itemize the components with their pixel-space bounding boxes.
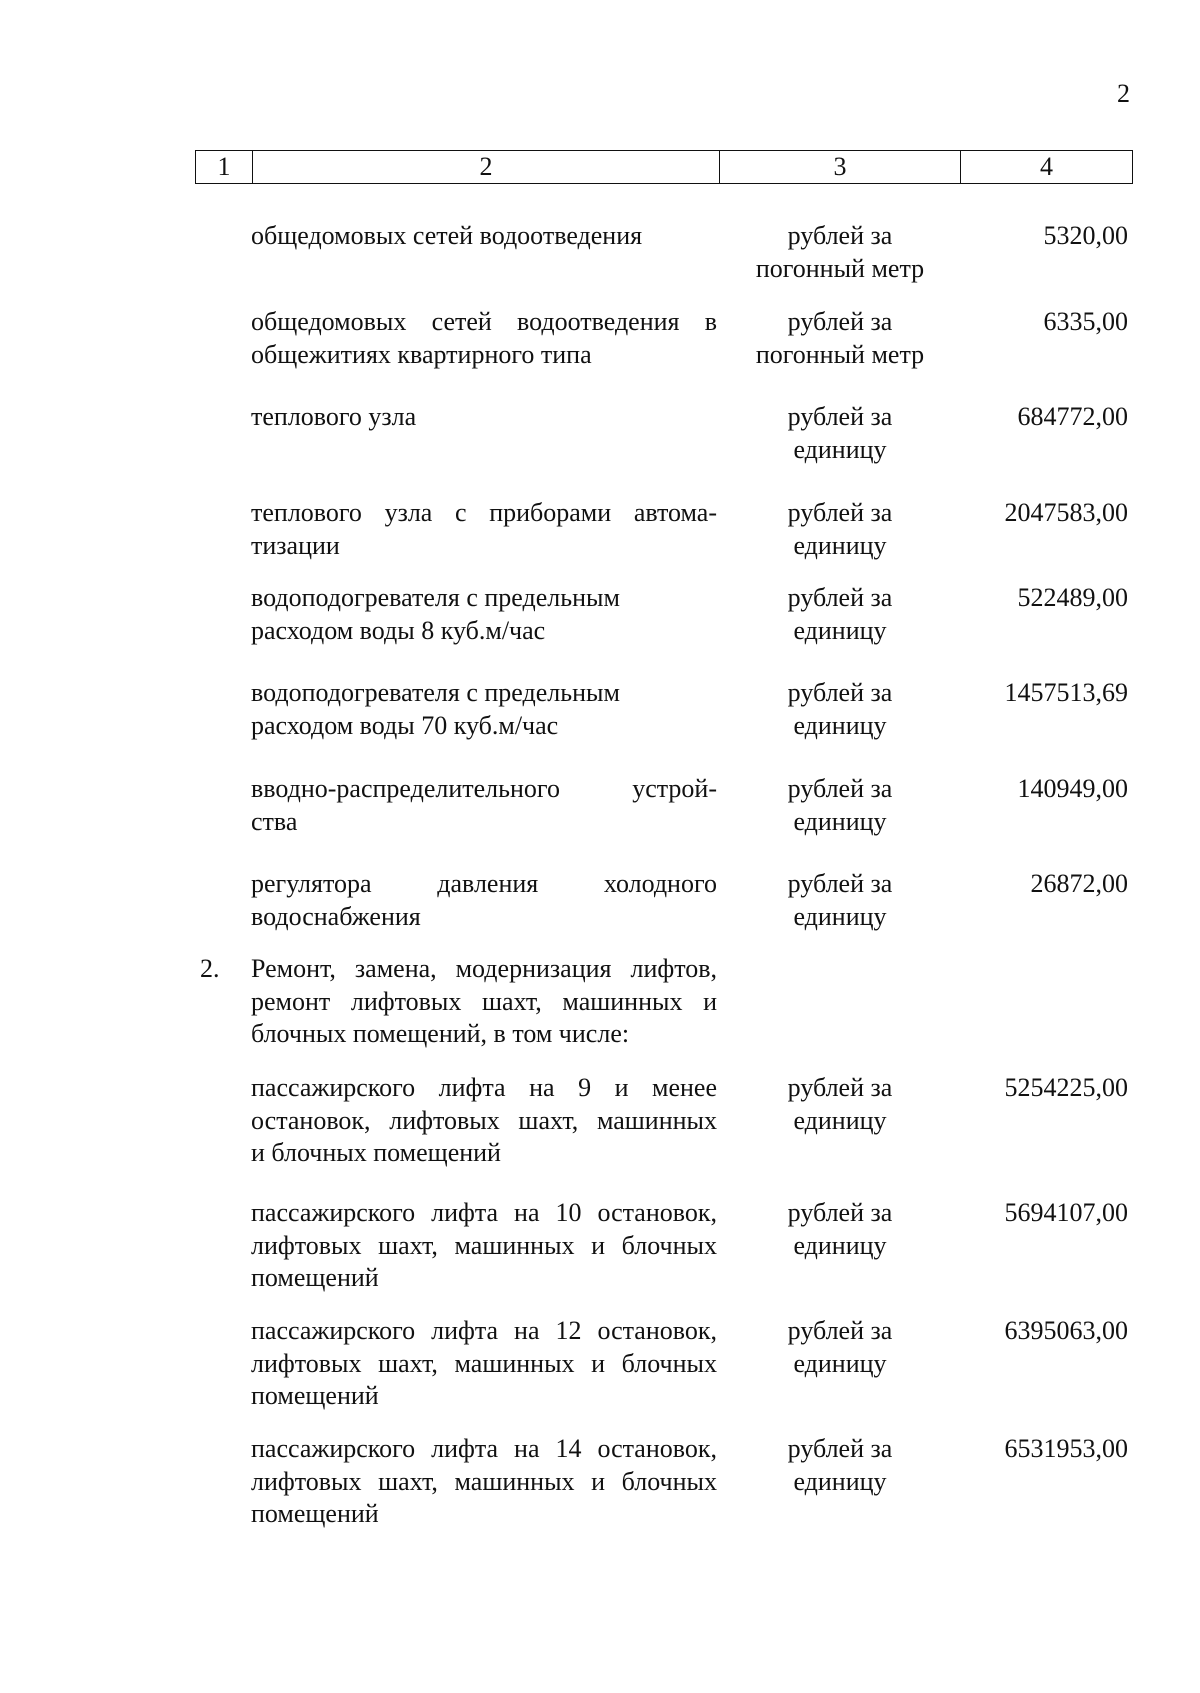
unit-line: рублей за [787,1198,893,1227]
unit-line: единицу [793,530,887,560]
description-line: общедомовых сетей водоотведения в [251,307,717,336]
row-description [251,677,717,742]
row-description [251,868,717,933]
row-description [251,1315,717,1413]
unit-line: единицу [793,615,887,645]
description-line: регулятора давления холодного [251,869,717,898]
description-line: расходом воды 8 куб.м/час [251,615,546,645]
description-line: ства [251,806,298,836]
description-line: теплового узла с приборами автома- [251,498,717,527]
description-line: тизации [251,530,340,560]
row-description [251,306,717,371]
unit-line: погонный метр [755,253,925,283]
table-header [195,150,1133,184]
row-value: 6531953,00 [1004,1434,1128,1463]
description-line: пассажирского лифта на 12 остановок, [251,1316,717,1345]
row-description [251,773,717,838]
row-description [251,220,717,253]
row-value: 5320,00 [1043,221,1128,250]
section-number: 2. [200,954,220,983]
unit-line: единицу [793,901,887,931]
unit-line: рублей за [787,869,893,898]
row-value: 5254225,00 [1004,1073,1128,1102]
unit-line: единицу [793,806,887,836]
row-value: 5694107,00 [1004,1198,1128,1227]
description-line: лифтовых шахт, машинных и блочных [251,1466,717,1496]
row-value: 6335,00 [1043,307,1128,336]
unit-line: рублей за [787,1316,893,1345]
row-value: 1457513,69 [1004,678,1128,707]
row-unit [740,1197,940,1262]
unit-line: погонный метр [755,339,925,369]
row-unit [740,1072,940,1137]
description-line: пассажирского лифта на 10 остановок, [251,1198,717,1227]
header-col-4: 4 [960,151,1132,183]
description-line: общежитиях квартирного типа [251,339,592,369]
description-line: лифтовых шахт, машинных и блочных [251,1348,717,1378]
description-line: водоподогревателя с предельным [251,583,620,612]
description-line: Ремонт, замена, модернизация лифтов, [251,954,717,983]
page-number: 2 [1117,79,1130,108]
row-unit [740,773,940,838]
row-unit [740,401,940,466]
row-unit [740,220,940,285]
header-col-3: 3 [719,151,960,183]
description-line: водоснабжения [251,901,421,931]
row-description [251,1433,717,1531]
description-line: водоподогревателя с предельным [251,678,620,707]
unit-line: единицу [793,1230,887,1260]
header-col-1: 1 [217,152,231,181]
row-unit [740,1433,940,1498]
row-unit [740,868,940,933]
description-line: остановок, лифтовых шахт, машинных [251,1105,717,1135]
description-line: и блочных помещений [251,1138,501,1167]
description-line: вводно-распределительного устрой- [251,774,717,803]
unit-line: рублей за [787,1073,893,1102]
description-line: ремонт лифтовых шахт, машинных и [251,986,717,1016]
unit-line: единицу [793,1105,887,1135]
row-unit [740,582,940,647]
unit-line: единицу [793,1466,887,1496]
row-unit [740,677,940,742]
unit-line: рублей за [787,498,893,527]
description-line: теплового узла [251,402,417,431]
row-value: 684772,00 [1017,402,1128,431]
row-description [251,401,717,434]
description-line: помещений [251,1381,379,1410]
row-description [251,1197,717,1295]
row-value: 140949,00 [1017,774,1128,803]
unit-line: рублей за [787,1434,893,1463]
header-col-2: 2 [252,151,719,183]
row-unit [740,497,940,562]
description-line: общедомовых сетей водоотведения [251,221,643,250]
row-value: 2047583,00 [1004,498,1128,527]
row-description [251,582,717,647]
description-line: помещений [251,1499,379,1528]
description-line: пассажирского лифта на 14 остановок, [251,1434,717,1463]
unit-line: рублей за [787,583,893,612]
description-line: пассажирского лифта на 9 и менее [251,1073,717,1102]
description-line: блочных помещений, в том числе: [251,1019,630,1048]
row-unit [740,1315,940,1380]
unit-line: рублей за [787,774,893,803]
unit-line: рублей за [787,307,893,336]
description-line: лифтовых шахт, машинных и блочных [251,1230,717,1260]
unit-line: рублей за [787,221,893,250]
unit-line: рублей за [787,678,893,707]
row-description [251,497,717,562]
description-line: помещений [251,1263,379,1292]
row-description [251,1072,717,1170]
row-value: 522489,00 [1017,583,1128,612]
row-unit [740,306,940,371]
row-value: 26872,00 [1030,869,1128,898]
section-title [251,953,717,1051]
unit-line: единицу [793,1348,887,1378]
unit-line: единицу [793,434,887,464]
unit-line: единицу [793,710,887,740]
description-line: расходом воды 70 куб.м/час [251,710,559,740]
unit-line: рублей за [787,402,893,431]
row-value: 6395063,00 [1004,1316,1128,1345]
